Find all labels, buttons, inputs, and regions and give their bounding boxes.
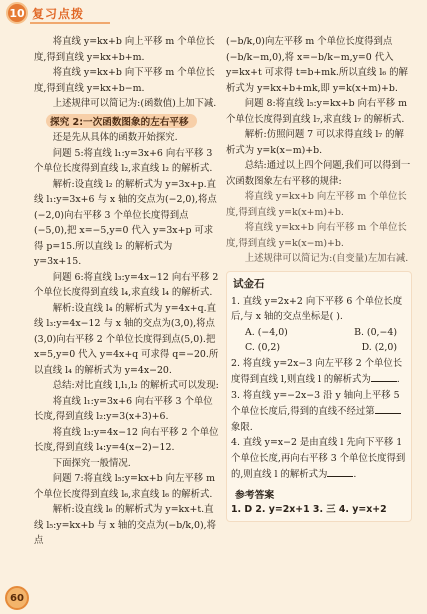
- options-row: [231, 325, 407, 341]
- page-number: 60: [5, 586, 29, 610]
- summary: 总结:对比直线 l,l₁,l₂ 的解析式可以发现:: [52, 380, 219, 391]
- answer-blank: [371, 371, 397, 382]
- header-divider: [30, 22, 110, 24]
- right-column: [226, 34, 412, 522]
- section-title: 复习点拨: [32, 7, 85, 21]
- solution-5: 解析:设直线 l₂ 的解析式为 y=3x+p.直线 l₁:y=3x+6 与 x 轴的交点为(−2,0),将点(−2,0)向右平移 3 个单位长度得到点(−5,0),把 x=−5,y=0 代入 y=3x+p 可求得 p=15.所以直线 l₂ 的解析式为 y=3x+15.: [34, 178, 217, 267]
- question-1: 1. 直线 y=2x+2 向下平移 6 个单位长度后,与 x 轴的交点坐标是( ).: [231, 295, 403, 322]
- practice-title: 试金石: [233, 277, 265, 290]
- problem-5: 问题 5:将直线 l₁:y=3x+6 向右平移 3 个单位长度得到直线 l₂,求直线 l₂ 的解析式.: [34, 147, 213, 174]
- page-header: [0, 0, 427, 26]
- option-d: D. (2,0): [361, 342, 397, 353]
- rule-summary: 上述规律可以简记为:(自变量)左加右减.: [244, 253, 409, 264]
- question-4: 4. 直线 y=x−2 是由直线 l 先向下平移 1 个单位长度,再向右平移 3 个单位长度得到的,则直线 l 的解析式为 .: [231, 437, 406, 480]
- paragraph: 将直线 y=kx+b 向下平移 m 个单位长度,得到直线 y=kx+b−m.: [34, 67, 215, 94]
- answer-blank: [327, 466, 353, 477]
- paragraph: 还是先从具体的函数开始探究.: [52, 132, 178, 143]
- practice-box: [226, 271, 412, 523]
- paragraph: 将直线 y=kx+b 向上平移 m 个单位长度,得到直线 y=kx+b+m.: [34, 36, 215, 63]
- summary: 总结:通过以上四个问题,我们可以得到一次函数图象左右平移的规律:: [226, 160, 411, 187]
- option-c: C. (0,2): [245, 342, 281, 353]
- probe-2-title: 探究 2:一次函数图象的左右平移: [46, 114, 197, 128]
- paragraph: 下面探究一般情况.: [52, 457, 131, 469]
- option-b: B. (0,−4): [354, 326, 397, 338]
- rule-right: 将直线 y=kx+b 向右平移 m 个单位长度,得到直线 y=k(x−m)+b.: [226, 222, 407, 249]
- left-column: [34, 34, 220, 549]
- answer-title: 参考答案: [235, 489, 275, 501]
- problem-8: 问题 8:将直线 l₅:y=kx+b 向右平移 m 个单位长度得到直线 l₇,求直线 l₇ 的解析式.: [226, 98, 407, 125]
- solution-8: 解析:仿照问题 7 可以求得直线 l₇ 的解析式为 y=k(x−m)+b.: [226, 129, 404, 156]
- paragraph: 将直线 l₃:y=4x−12 向右平移 2 个单位长度,得到直线 l₄:y=4(x−2)−12.: [34, 426, 219, 453]
- problem-7: 问题 7:将直线 l₅:y=kx+b 向左平移 m 个单位长度得到直线 l₆,求直线 l₆ 的解析式.: [34, 473, 215, 500]
- answer-blank: [375, 403, 401, 414]
- paragraph: 上述规律可以简记为:(函数值)上加下减.: [52, 98, 217, 109]
- paragraph: (−b/k,0)向左平移 m 个单位长度得到点(−b/k−m,0),将 x=−b/k−m,y=0 代入 y=kx+t 可求得 t=b+mk.所以直线 l₆ 的解析式为 y=kx+b+mk,即 y=k(x+m)+b.: [226, 36, 408, 94]
- solution-7: 解析:设直线 l₆ 的解析式为 y=kx+t.直线 l₅:y=kx+b 与 x 轴的交点为(−b/k,0),将点: [34, 504, 217, 546]
- option-a: A. (−4,0): [245, 326, 288, 338]
- answers: 1. D 2. y=2x+1 3. 三 4. y=x+2: [231, 503, 387, 515]
- paragraph: 将直线 l₁:y=3x+6 向右平移 3 个单位长度,得到直线 l₂:y=3(x+3)+6.: [34, 395, 213, 422]
- question-2: 2. 将直线 y=2x−3 向左平移 2 个单位长度得到直线 l,则直线 l 的解析式为 .: [231, 357, 403, 385]
- question-3: 3. 将直线 y=−2x−3 沿 y 轴向上平移 5 个单位长度后,得到的直线不经过第象限.: [231, 389, 400, 433]
- solution-6: 解析:设直线 l₄ 的解析式为 y=4x+q.直线 l₃:y=4x−12 与 x 轴的交点为(3,0),将点(3,0)向右平移 2 个单位长度得到点(5,0).把 x=5,y=0 代入 y=4x+q 可求得 q=−20.所以直线 l₄ 的解析式为 y=4x−20.: [34, 302, 219, 376]
- problem-6: 问题 6:将直线 l₃:y=4x−12 向右平移 2 个单位长度得到直线 l₄,求直线 l₄ 的解析式.: [34, 271, 219, 298]
- section-badge-icon: 10: [6, 2, 28, 24]
- options-row: [231, 340, 407, 356]
- rule-left: 将直线 y=kx+b 向左平移 m 个单位长度,得到直线 y=k(x+m)+b.: [226, 191, 407, 218]
